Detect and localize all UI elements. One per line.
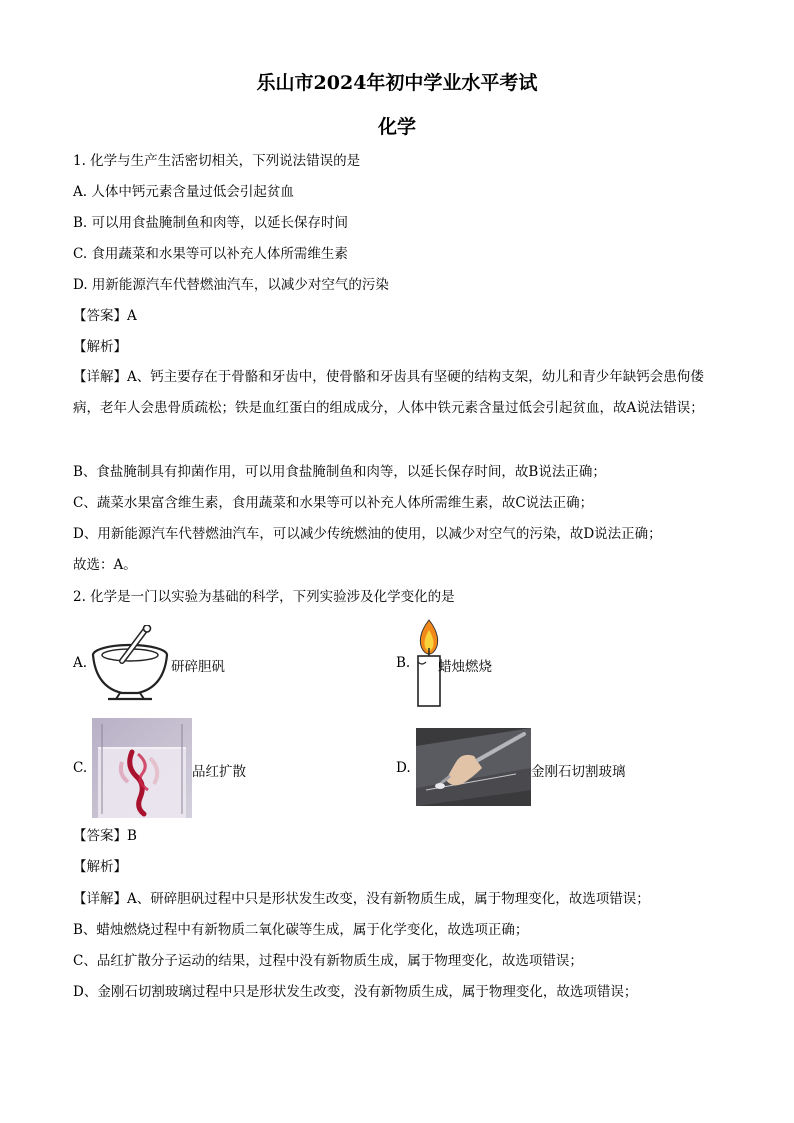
- q2-detail-c: C、品红扩散分子运动的结果，过程中没有新物质生成，属于物理变化，故选项错误；: [73, 953, 583, 969]
- exam-title: 乐山市2024年初中学业水平考试: [256, 72, 538, 94]
- q1-detail: 【详解】A、钙主要存在于骨骼和牙齿中，使骨骼和牙齿具有坚硬的结构支架，幼儿和青少年缺钙会患佝偻病，老年人会患骨质疏松；铁是血红蛋白的组成成分，人体中铁元素含量过低会引起贫血，故A说法错误；: [73, 369, 704, 416]
- q2-stem: 2. 化学是一门以实验为基础的科学，下列实验涉及化学变化的是: [73, 589, 455, 605]
- q1-answer: 【答案】A: [73, 308, 137, 324]
- q1-option-a: A. 人体中钙元素含量过低会引起贫血: [73, 184, 294, 200]
- q1-option-b: B. 可以用食盐腌制鱼和肉等，以延长保存时间: [73, 215, 349, 231]
- q2-option-a-label: A.: [73, 655, 88, 671]
- q2-option-d-text: 金刚石切割玻璃: [531, 764, 626, 780]
- q2-option-b-text: 蜡烛燃烧: [438, 659, 492, 675]
- q2-detail-b: B、蜡烛燃烧过程中有新物质二氧化碳等生成，属于化学变化，故选项正确；: [73, 922, 529, 938]
- q2-option-d-label: D.: [396, 760, 411, 776]
- q1-analysis: 【解析】: [73, 339, 127, 355]
- q1-detail-d: D、用新能源汽车代替燃油汽车，可以减少传统燃油的使用，以减少对空气的污染，故D说法正确；: [73, 526, 662, 542]
- glass-cutting-figure: [416, 728, 531, 806]
- subject-title: 化学: [377, 116, 416, 138]
- q2-option-a-text: 研碎胆矾: [171, 659, 225, 675]
- q2-detail-a: 【详解】A、研碎胆矾过程中只是形状发生改变，没有新物质生成，属于物理变化，故选项错误；: [73, 891, 650, 907]
- q2-detail-d: D、金刚石切割玻璃过程中只是形状发生改变，没有新物质生成，属于物理变化，故选项错误；: [73, 984, 638, 1000]
- q1-option-c: C. 食用蔬菜和水果等可以补充人体所需维生素: [73, 246, 348, 262]
- q1-stem: 1. 化学与生产生活密切相关，下列说法错误的是: [73, 153, 361, 169]
- q2-option-b-label: B.: [396, 655, 411, 671]
- dye-diffusion-figure: [92, 718, 192, 818]
- q2-option-c-text: 品红扩散: [192, 764, 246, 780]
- q2-option-c-label: C.: [73, 760, 88, 776]
- mortar-pestle-figure: [90, 625, 170, 703]
- q1-conclusion: 故选：A。: [73, 557, 137, 573]
- q1-detail-b: B、食盐腌制具有抑菌作用，可以用食盐腌制鱼和肉等，以延长保存时间，故B说法正确；: [73, 464, 606, 480]
- q2-analysis: 【解析】: [73, 859, 127, 875]
- q2-answer: 【答案】B: [73, 828, 137, 844]
- q1-detail-c: C、蔬菜水果富含维生素，食用蔬菜和水果等可以补充人体所需维生素，故C说法正确；: [73, 495, 594, 511]
- q1-option-d: D. 用新能源汽车代替燃油汽车，以减少对空气的污染: [73, 277, 389, 293]
